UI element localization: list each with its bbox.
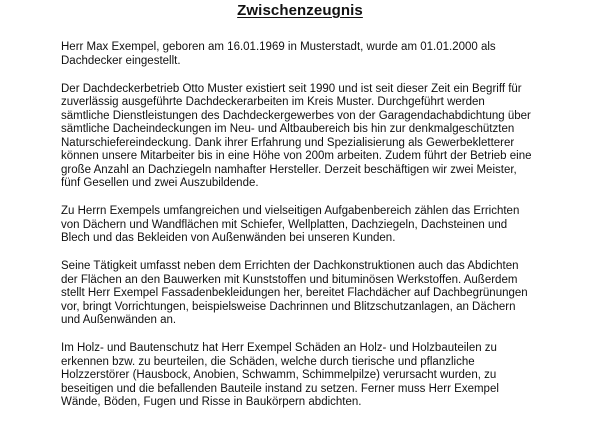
text-line: Zu Herrn Exempels umfangreichen und vielseitigen Aufgabenbereich zählen das Errichten: [61, 205, 520, 217]
text-line: Im Holz- und Bautenschutz hat Herr Exempel Schäden an Holz- und Holzbauteilen zu: [61, 342, 497, 354]
text-line: Dachdecker eingestellt.: [61, 54, 181, 67]
text-line: sämtliche Dacheindeckungen im Neu- und Altbaubereich bis hin zur denkmalgeschützten: [61, 123, 515, 135]
text-line: von Dächern und Wandflächen mit Schiefer, Wellplatten, Dachziegeln, Dachsteinen und: [61, 218, 508, 231]
document-body: [61, 41, 561, 424]
text-line: Seine Tätigkeit umfasst neben dem Errichten der Dachkonstruktionen auch das Abdichten: [61, 260, 519, 272]
paragraph-company: [61, 83, 561, 191]
text-line: erkennen bzw. zu beurteilen, die Schäden, welche durch tierische und pflanzliche: [61, 355, 475, 368]
text-line: Der Dachdeckerbetrieb Otto Muster existiert seit 1990 und ist seit dieser Zeit ein Begriff für: [61, 82, 522, 95]
text-line: beseitigen und die befallenden Bauteile instand zu setzen. Ferner muss Herr Exempel: [61, 382, 499, 395]
text-line: und Außenwänden an.: [61, 314, 177, 326]
text-line: Wände, Böden, Fugen und Risse in Baukörpern abdichten.: [61, 396, 362, 408]
paragraph-responsibilities: [61, 205, 561, 246]
text-line: Naturschiefereindeckung. Dank ihrer Erfahrung und Spezialisierung als Gewerbekletterer: [61, 136, 515, 149]
text-line: Holzzerstörer (Hausbock, Anobien, Schwamm, Schimmelpilze) verursacht wurden, zu: [61, 369, 497, 381]
text-line: zuverlässig ausgeführte Dachdeckerarbeiten im Kreis Muster. Durchgeführt werden: [61, 96, 485, 108]
text-line: stellt Herr Exempel Fassadenbekleidungen her, bereitet Flachdächer auf Dachbegrünungen: [61, 287, 528, 299]
text-line: sämtliche Dienstleistungen des Dachdeckergewerbes von der Garagendachabdichtung über: [61, 109, 531, 122]
paragraph-employment: [61, 41, 561, 68]
paragraph-wood-protection: [61, 342, 561, 410]
text-line: Herr Max Exempel, geboren am 16.01.1969 in Musterstadt, wurde am 01.01.2000 als: [61, 41, 496, 53]
document-title: Zwischenzeugnis: [237, 2, 363, 19]
text-line: Blech und das Bekleiden von Außenwänden bei unseren Kunden.: [61, 232, 396, 244]
paragraph-activities: [61, 260, 561, 328]
text-line: der Flächen an den Bauwerken mit Kunststoffen und bituminösen Werkstoffen. Außerdem: [61, 273, 518, 286]
text-line: fünf Gesellen und zwei Auszubildende.: [61, 177, 259, 189]
text-line: vor, bringt Vorrichtungen, beispielsweise Dachrinnen und Blitzschutzanlagen, an Dächern: [61, 300, 516, 313]
text-line: können unsere Mitarbeiter bis in eine Höhe von 200m arbeiten. Zudem führt der Betrieb eine: [61, 150, 532, 162]
text-line: große Anzahl an Dachziegeln namhafter Hersteller. Derzeit beschäftigen wir zwei Meister,: [61, 163, 517, 176]
